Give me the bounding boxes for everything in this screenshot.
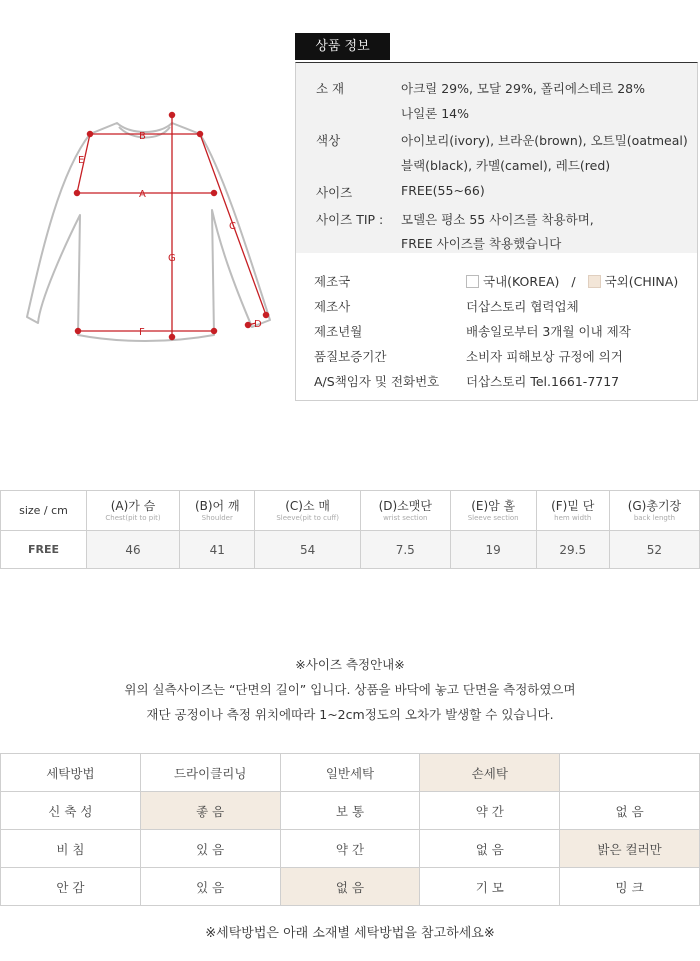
- notice-line-1: 위의 실측사이즈는 “단면의 길이” 입니다. 상품을 바닥에 놓고 단면을 측정하였으며: [124, 682, 576, 697]
- point-f-right: [211, 328, 216, 333]
- care-cell: [560, 754, 700, 792]
- care-cell-active: 밝은 컬러만: [560, 830, 700, 868]
- value-shoulder: 41: [180, 531, 255, 569]
- col-wrist: [360, 491, 450, 531]
- product-info-tag: 상품 정보: [295, 33, 390, 60]
- col-shoulder: [180, 491, 255, 531]
- material-label: 소 재: [316, 81, 345, 96]
- col-armhole: [450, 491, 536, 531]
- col-armhole-main: (E)암 홀: [471, 498, 516, 513]
- care-cell: 있 음: [140, 830, 280, 868]
- as-value: 더삽스토리 Tel.1661-7717: [466, 374, 620, 389]
- country-label: 제조국: [314, 274, 351, 289]
- korea-checkbox: [466, 275, 479, 288]
- notice-line-2: 재단 공정이나 측정 위치에따라 1~2cm정도의 오차가 발생할 수 있습니다.: [146, 707, 554, 722]
- value-length: 52: [609, 531, 699, 569]
- value-chest: 46: [87, 531, 180, 569]
- value-hem: 29.5: [536, 531, 609, 569]
- date-label: 제조년월: [314, 324, 363, 339]
- size-corner: size / cm: [1, 491, 87, 531]
- label-d: D: [254, 319, 262, 330]
- col-length-main: (G)총기장: [627, 498, 682, 513]
- date-value: 배송일로부터 3개월 이내 제작: [466, 324, 631, 339]
- notice-title: ※사이즈 측정안내※: [295, 657, 405, 672]
- value-wrist: 7.5: [360, 531, 450, 569]
- care-cell: 보 통: [280, 792, 420, 830]
- col-chest-main: (A)가 슴: [110, 498, 156, 513]
- care-cell: 드라이클리닝: [140, 754, 280, 792]
- col-sleeve-main: (C)소 매: [285, 498, 330, 513]
- value-armhole: 19: [450, 531, 536, 569]
- material-value-2: 나일론 14%: [401, 106, 469, 121]
- point-a-left: [74, 190, 79, 195]
- china-checkbox: [588, 275, 601, 288]
- col-sleeve: [255, 491, 360, 531]
- col-wrist-sub: wrist section: [383, 513, 428, 522]
- label-b: B: [139, 131, 146, 142]
- label-g: G: [168, 253, 176, 264]
- maker-label: 제조사: [314, 299, 351, 314]
- point-g-top: [169, 112, 174, 117]
- care-row-stretch: [1, 792, 700, 830]
- size-row-label: FREE: [1, 531, 87, 569]
- col-armhole-sub: Sleeve section: [467, 513, 519, 522]
- point-c-end: [263, 312, 268, 317]
- warranty-label: 품질보증기간: [314, 349, 387, 364]
- point-a-right: [211, 190, 216, 195]
- label-c: C: [229, 221, 236, 232]
- label-a: A: [139, 189, 146, 200]
- care-cell-active: 없 음: [280, 868, 420, 906]
- care-cell-active: 좋 음: [140, 792, 280, 830]
- size-tip-value-2: FREE 사이즈를 착용했습니다: [401, 236, 562, 251]
- size-label: 사이즈: [316, 185, 353, 200]
- sweater-outline: [27, 123, 270, 341]
- as-label: A/S책임자 및 전화번호: [314, 374, 440, 389]
- size-row-free: [1, 531, 700, 569]
- size-table: [0, 490, 700, 569]
- care-row-sheer: [1, 830, 700, 868]
- material-value-1: 아크릴 29%, 모달 29%, 폴리에스테르 28%: [401, 81, 645, 96]
- care-table: [0, 753, 700, 906]
- col-wrist-main: (D)소맷단: [378, 498, 432, 513]
- color-value-1: 아이보리(ivory), 브라운(brown), 오트밀(oatmeal): [401, 133, 688, 148]
- sweater-diagram: [20, 105, 280, 355]
- care-cell: 일반세탁: [280, 754, 420, 792]
- care-cell: 기 모: [420, 868, 560, 906]
- point-b-left: [87, 131, 92, 136]
- col-hem-sub: hem width: [554, 513, 592, 522]
- care-cell-active: 손세탁: [420, 754, 560, 792]
- care-cell: 세탁방법: [1, 754, 141, 792]
- care-row-wash: [1, 754, 700, 792]
- color-value-2: 블랙(black), 카멜(camel), 레드(red): [401, 158, 611, 173]
- care-cell: 없 음: [420, 830, 560, 868]
- size-table-header: [1, 491, 700, 531]
- china-label: 국외(CHINA): [604, 274, 679, 289]
- country-value: [466, 272, 678, 290]
- col-hem-main: (F)밑 단: [551, 498, 595, 513]
- care-cell: 신 축 성: [1, 792, 141, 830]
- country-separator: /: [571, 274, 576, 289]
- care-footer-note: ※세탁방법은 아래 소재별 세탁방법을 참고하세요※: [205, 926, 495, 941]
- warranty-value: 소비자 피해보상 규정에 의거: [466, 349, 623, 364]
- point-g-bottom: [169, 334, 174, 339]
- care-cell: 약 간: [280, 830, 420, 868]
- care-cell: 없 음: [560, 792, 700, 830]
- col-length: [609, 491, 699, 531]
- care-cell: 약 간: [420, 792, 560, 830]
- korea-label: 국내(KOREA): [483, 274, 560, 289]
- col-shoulder-sub: Shoulder: [201, 513, 233, 522]
- col-length-sub: back length: [633, 513, 676, 522]
- color-label: 색상: [316, 133, 341, 148]
- care-cell: 있 음: [140, 868, 280, 906]
- size-value: FREE(55~66): [401, 183, 485, 198]
- point-d-end: [245, 322, 250, 327]
- point-f-left: [75, 328, 80, 333]
- size-tip-label: 사이즈 TIP :: [316, 212, 384, 227]
- care-row-lining: [1, 868, 700, 906]
- col-sleeve-sub: Sleeve(pit to cuff): [276, 513, 339, 522]
- col-chest-sub: Chest(pit to pit): [105, 513, 161, 522]
- col-chest: [87, 491, 180, 531]
- value-sleeve: 54: [255, 531, 360, 569]
- label-f: F: [139, 327, 145, 338]
- product-info-box: [295, 62, 698, 401]
- care-cell: 밍 크: [560, 868, 700, 906]
- maker-value: 더삽스토리 협력업체: [466, 299, 579, 314]
- col-shoulder-main: (B)어 깨: [194, 498, 240, 513]
- label-e: E: [78, 155, 85, 166]
- care-cell: 안 감: [1, 868, 141, 906]
- care-cell: 비 침: [1, 830, 141, 868]
- size-tip-value-1: 모델은 평소 55 사이즈를 착용하며,: [401, 212, 594, 227]
- col-hem: [536, 491, 609, 531]
- point-b-right: [197, 131, 202, 136]
